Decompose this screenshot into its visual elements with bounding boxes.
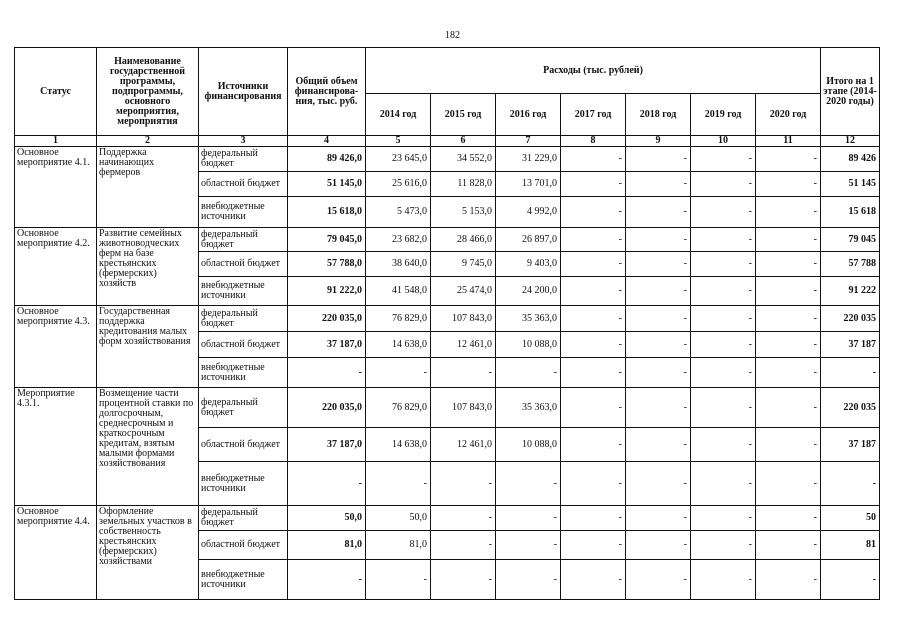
year-expense-cell: - <box>756 147 821 172</box>
year-expense-cell: - <box>756 197 821 228</box>
year-expense-cell: - <box>626 388 691 428</box>
column-number: 2 <box>97 136 199 147</box>
stage-total-cell: 91 222 <box>821 277 880 306</box>
year-expense-cell: 24 200,0 <box>496 277 561 306</box>
year-expense-cell: 41 548,0 <box>366 277 431 306</box>
year-expense-cell: - <box>496 506 561 531</box>
year-expense-cell: - <box>561 428 626 462</box>
column-number: 10 <box>691 136 756 147</box>
year-expense-cell: - <box>626 197 691 228</box>
column-number: 11 <box>756 136 821 147</box>
year-expense-cell: - <box>561 560 626 600</box>
year-expense-cell: 107 843,0 <box>431 388 496 428</box>
year-expense-cell: - <box>366 462 431 506</box>
year-expense-cell: - <box>561 228 626 252</box>
total-volume-cell: 79 045,0 <box>288 228 366 252</box>
status-cell: Основное мероприятие 4.1. <box>15 147 97 228</box>
year-expense-cell: - <box>431 506 496 531</box>
header-sources: Источники финансирования <box>199 48 288 136</box>
year-expense-cell: - <box>691 388 756 428</box>
year-expense-cell: - <box>691 332 756 358</box>
year-expense-cell: - <box>626 306 691 332</box>
year-expense-cell: - <box>756 332 821 358</box>
header-name: Наименование государственной программы, подпрограммы, основного мероприятия, мероприятия <box>97 48 199 136</box>
year-expense-cell: 107 843,0 <box>431 306 496 332</box>
total-volume-cell: 220 035,0 <box>288 306 366 332</box>
funding-source-cell: внебюджетные источники <box>199 462 288 506</box>
total-volume-cell: 37 187,0 <box>288 428 366 462</box>
header-year: 2014 год <box>366 94 431 136</box>
program-name-cell: Оформление земельных участков в собственность крестьянских (фермерских) хозяйствами <box>97 506 199 600</box>
year-expense-cell: - <box>561 147 626 172</box>
year-expense-cell: - <box>561 462 626 506</box>
funding-source-cell: федеральный бюджет <box>199 388 288 428</box>
table-row <box>15 306 880 332</box>
funding-source-cell: федеральный бюджет <box>199 147 288 172</box>
year-expense-cell: 9 403,0 <box>496 252 561 277</box>
column-number: 4 <box>288 136 366 147</box>
year-expense-cell: 25 474,0 <box>431 277 496 306</box>
year-expense-cell: - <box>366 358 431 388</box>
table-row <box>15 147 880 172</box>
year-expense-cell: - <box>626 428 691 462</box>
year-expense-cell: 35 363,0 <box>496 388 561 428</box>
year-expense-cell: - <box>496 560 561 600</box>
year-expense-cell: - <box>756 358 821 388</box>
year-expense-cell: 76 829,0 <box>366 388 431 428</box>
year-expense-cell: - <box>626 506 691 531</box>
total-volume-cell: - <box>288 358 366 388</box>
year-expense-cell: - <box>561 197 626 228</box>
year-expense-cell: - <box>626 252 691 277</box>
header-expenses: Расходы (тыс. рублей) <box>366 48 821 94</box>
year-expense-cell: - <box>756 388 821 428</box>
header-year: 2020 год <box>756 94 821 136</box>
stage-total-cell: 50 <box>821 506 880 531</box>
funding-source-cell: областной бюджет <box>199 428 288 462</box>
stage-total-cell: 15 618 <box>821 197 880 228</box>
year-expense-cell: 81,0 <box>366 531 431 560</box>
year-expense-cell: 76 829,0 <box>366 306 431 332</box>
year-expense-cell: - <box>691 172 756 197</box>
year-expense-cell: - <box>626 228 691 252</box>
column-number: 9 <box>626 136 691 147</box>
year-expense-cell: - <box>561 332 626 358</box>
table-row <box>15 388 880 428</box>
status-cell: Основное мероприятие 4.4. <box>15 506 97 600</box>
stage-total-cell: - <box>821 560 880 600</box>
year-expense-cell: - <box>756 277 821 306</box>
year-expense-cell: - <box>691 252 756 277</box>
funding-source-cell: внебюджетные источники <box>199 560 288 600</box>
year-expense-cell: - <box>561 277 626 306</box>
funding-source-cell: внебюджетные источники <box>199 277 288 306</box>
stage-total-cell: 89 426 <box>821 147 880 172</box>
funding-source-cell: областной бюджет <box>199 172 288 197</box>
stage-total-cell: 220 035 <box>821 306 880 332</box>
year-expense-cell: - <box>496 358 561 388</box>
page-number: 182 <box>445 30 460 41</box>
stage-total-cell: - <box>821 358 880 388</box>
year-expense-cell: - <box>561 388 626 428</box>
year-expense-cell: - <box>366 560 431 600</box>
year-expense-cell: 5 153,0 <box>431 197 496 228</box>
year-expense-cell: 9 745,0 <box>431 252 496 277</box>
header-year: 2018 год <box>626 94 691 136</box>
stage-total-cell: 37 187 <box>821 332 880 358</box>
year-expense-cell: 13 701,0 <box>496 172 561 197</box>
year-expense-cell: - <box>626 147 691 172</box>
year-expense-cell: 14 638,0 <box>366 428 431 462</box>
year-expense-cell: 50,0 <box>366 506 431 531</box>
total-volume-cell: 51 145,0 <box>288 172 366 197</box>
funding-source-cell: областной бюджет <box>199 332 288 358</box>
year-expense-cell: - <box>691 428 756 462</box>
program-name-cell: Государственная поддержка кредитования малых форм хозяйствования <box>97 306 199 388</box>
year-expense-cell: - <box>431 462 496 506</box>
table-body <box>15 147 880 600</box>
program-name-cell: Развитие семейных животноводческих ферм на базе крестьянских (фермерских) хозяйств <box>97 228 199 306</box>
budget-table <box>14 47 880 600</box>
year-expense-cell: - <box>756 531 821 560</box>
year-expense-cell: - <box>756 428 821 462</box>
table-row <box>15 228 880 252</box>
year-expense-cell: - <box>756 306 821 332</box>
year-expense-cell: 10 088,0 <box>496 332 561 358</box>
year-expense-cell: - <box>691 277 756 306</box>
year-expense-cell: - <box>626 462 691 506</box>
status-cell: Мероприятие 4.3.1. <box>15 388 97 506</box>
funding-source-cell: внебюджетные источники <box>199 197 288 228</box>
status-cell: Основное мероприятие 4.3. <box>15 306 97 388</box>
status-cell: Основное мероприятие 4.2. <box>15 228 97 306</box>
year-expense-cell: - <box>561 531 626 560</box>
year-expense-cell: - <box>691 147 756 172</box>
year-expense-cell: - <box>561 506 626 531</box>
year-expense-cell: 12 461,0 <box>431 428 496 462</box>
total-volume-cell: - <box>288 560 366 600</box>
header-year: 2017 год <box>561 94 626 136</box>
column-number: 3 <box>199 136 288 147</box>
year-expense-cell: - <box>756 462 821 506</box>
header-status: Статус <box>15 48 97 136</box>
year-expense-cell: - <box>691 506 756 531</box>
year-expense-cell: 4 992,0 <box>496 197 561 228</box>
column-number: 6 <box>431 136 496 147</box>
year-expense-cell: - <box>431 531 496 560</box>
year-expense-cell: - <box>626 332 691 358</box>
year-expense-cell: - <box>561 358 626 388</box>
column-number: 7 <box>496 136 561 147</box>
total-volume-cell: 89 426,0 <box>288 147 366 172</box>
total-volume-cell: 81,0 <box>288 531 366 560</box>
funding-source-cell: федеральный бюджет <box>199 306 288 332</box>
year-expense-cell: - <box>756 506 821 531</box>
year-expense-cell: - <box>626 172 691 197</box>
column-number: 8 <box>561 136 626 147</box>
funding-source-cell: областной бюджет <box>199 252 288 277</box>
year-expense-cell: - <box>626 277 691 306</box>
year-expense-cell: 12 461,0 <box>431 332 496 358</box>
year-expense-cell: 5 473,0 <box>366 197 431 228</box>
funding-source-cell: федеральный бюджет <box>199 506 288 531</box>
year-expense-cell: - <box>691 560 756 600</box>
stage-total-cell: 79 045 <box>821 228 880 252</box>
header-year: 2016 год <box>496 94 561 136</box>
year-expense-cell: 28 466,0 <box>431 228 496 252</box>
year-expense-cell: 25 616,0 <box>366 172 431 197</box>
year-expense-cell: - <box>561 172 626 197</box>
program-name-cell: Поддержка начинающих фермеров <box>97 147 199 228</box>
year-expense-cell: 35 363,0 <box>496 306 561 332</box>
program-name-cell: Возмещение части процентной ставки по долгосрочным, среднесрочным и краткосрочным кредитам, взятым малыми формами хозяйствования <box>97 388 199 506</box>
year-expense-cell: 14 638,0 <box>366 332 431 358</box>
total-volume-cell: 57 788,0 <box>288 252 366 277</box>
stage-total-cell: - <box>821 462 880 506</box>
year-expense-cell: - <box>626 358 691 388</box>
year-expense-cell: 34 552,0 <box>431 147 496 172</box>
year-expense-cell: - <box>496 462 561 506</box>
year-expense-cell: - <box>496 531 561 560</box>
year-expense-cell: - <box>756 252 821 277</box>
year-expense-cell: - <box>561 252 626 277</box>
funding-source-cell: областной бюджет <box>199 531 288 560</box>
header-year: 2019 год <box>691 94 756 136</box>
year-expense-cell: - <box>756 228 821 252</box>
header-stage-total: Итого на 1 этапе (2014-2020 годы) <box>821 48 880 136</box>
stage-total-cell: 220 035 <box>821 388 880 428</box>
year-expense-cell: - <box>626 531 691 560</box>
header-year: 2015 год <box>431 94 496 136</box>
year-expense-cell: - <box>561 306 626 332</box>
year-expense-cell: - <box>756 172 821 197</box>
stage-total-cell: 57 788 <box>821 252 880 277</box>
year-expense-cell: 23 682,0 <box>366 228 431 252</box>
year-expense-cell: - <box>691 306 756 332</box>
year-expense-cell: - <box>691 531 756 560</box>
stage-total-cell: 51 145 <box>821 172 880 197</box>
year-expense-cell: 23 645,0 <box>366 147 431 172</box>
year-expense-cell: 10 088,0 <box>496 428 561 462</box>
column-number: 1 <box>15 136 97 147</box>
total-volume-cell: 220 035,0 <box>288 388 366 428</box>
total-volume-cell: 37 187,0 <box>288 332 366 358</box>
year-expense-cell: 11 828,0 <box>431 172 496 197</box>
year-expense-cell: - <box>691 358 756 388</box>
header-total-volume: Общий объем финансирова-ния, тыс. руб. <box>288 48 366 136</box>
year-expense-cell: - <box>431 358 496 388</box>
total-volume-cell: 50,0 <box>288 506 366 531</box>
total-volume-cell: 91 222,0 <box>288 277 366 306</box>
funding-source-cell: федеральный бюджет <box>199 228 288 252</box>
table-row <box>15 506 880 531</box>
year-expense-cell: - <box>691 197 756 228</box>
total-volume-cell: 15 618,0 <box>288 197 366 228</box>
funding-source-cell: внебюджетные источники <box>199 358 288 388</box>
year-expense-cell: - <box>431 560 496 600</box>
year-expense-cell: 26 897,0 <box>496 228 561 252</box>
column-number: 5 <box>366 136 431 147</box>
column-number: 12 <box>821 136 880 147</box>
stage-total-cell: 37 187 <box>821 428 880 462</box>
year-expense-cell: - <box>691 462 756 506</box>
year-expense-cell: - <box>626 560 691 600</box>
year-expense-cell: 31 229,0 <box>496 147 561 172</box>
year-expense-cell: - <box>691 228 756 252</box>
year-expense-cell: 38 640,0 <box>366 252 431 277</box>
stage-total-cell: 81 <box>821 531 880 560</box>
year-expense-cell: - <box>756 560 821 600</box>
total-volume-cell: - <box>288 462 366 506</box>
